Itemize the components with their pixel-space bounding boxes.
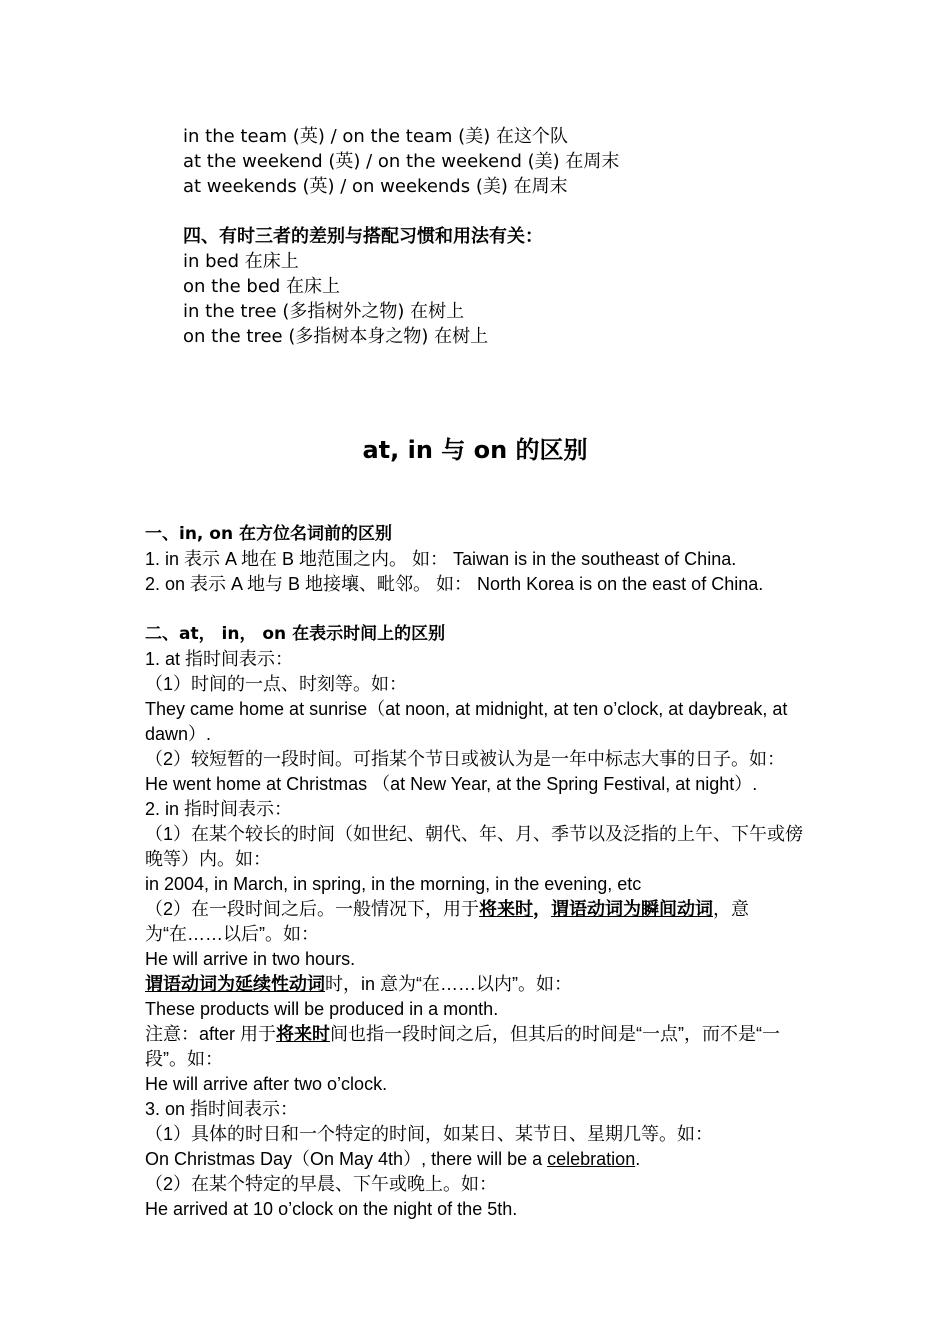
text-line: （1）时间的一点、时刻等。如：: [145, 674, 408, 694]
text-line: at the weekend (英) / on the weekend (美) 在周末: [183, 151, 620, 172]
example-line: He arrived at 10 o’clock on the night of the 5th.: [145, 1199, 518, 1219]
text-segment: 注意：after 用于: [145, 1024, 277, 1044]
top-section: [183, 124, 883, 349]
text-line: in the team (英) / on the team (美) 在这个队: [183, 126, 568, 147]
text-line: on the tree (多指树本身之物) 在树上: [183, 326, 489, 347]
example-line: He will arrive after two o’clock.: [145, 1074, 388, 1094]
text-line: in the tree (多指树外之物) 在树上: [183, 301, 465, 322]
text-line: 3. on 指时间表示：: [145, 1099, 299, 1119]
text-line: （1）在某个较长的时间（如世纪、朝代、年、月、季节以及泛指的上午、下午或傍晚等）内。如：: [145, 824, 804, 869]
section-heading: 一、in, on 在方位名词前的区别: [145, 524, 393, 544]
text-line: at weekends (英) / on weekends (美) 在周末: [183, 176, 568, 197]
text-line: 1. at 指时间表示：: [145, 649, 294, 669]
text-segment: ，意为“在……以后”。如：: [145, 899, 750, 944]
text-line: 1. in 表示 A 地在 B 地范围之内。 如： Taiwan is in the southeast of China.: [145, 549, 737, 569]
text-segment: On Christmas Day（On May 4th）, there will be a: [145, 1149, 548, 1169]
page-title: at, in 与 on 的区别: [362, 436, 588, 464]
example-line: They came home at sunrise（at noon, at midnight, at ten o’clock, at daybreak, at dawn）.: [145, 699, 788, 744]
text-line: 2. on 表示 A 地与 B 地接壤、毗邻。 如： North Korea is on the east of China.: [145, 574, 764, 594]
text-line: on the bed 在床上: [183, 276, 341, 297]
underlined-term: 将来时: [276, 1024, 331, 1044]
example-line: [145, 1147, 815, 1172]
underlined-term: celebration: [547, 1149, 636, 1169]
section-heading: 二、at， in， on 在表示时间上的区别: [145, 624, 446, 644]
main-content: [145, 522, 815, 1222]
text-line: （1）具体的时日和一个特定的时间，如某日、某节日、星期几等。如：: [145, 1124, 714, 1144]
underlined-term: 谓语动词为瞬间动词: [551, 899, 714, 919]
text-segment: （2）在一段时间之后。一般情况下，用于: [145, 899, 480, 919]
example-line: He will arrive in two hours.: [145, 949, 356, 969]
text-line: in bed 在床上: [183, 251, 299, 272]
section-heading: 四、有时三者的差别与搭配习惯和用法有关：: [183, 226, 543, 247]
text-line: [145, 972, 815, 997]
text-line: （2）较短暂的一段时间。可指某个节日或被认为是一年中标志大事的日子。如：: [145, 749, 786, 769]
example-line: in 2004, in March, in spring, in the morning, in the evening, etc: [145, 874, 642, 894]
text-segment: 时，in 意为“在……以内”。如：: [325, 974, 572, 994]
text-segment: ，: [533, 899, 552, 919]
text-line: [145, 897, 815, 947]
text-segment: .: [635, 1149, 641, 1169]
underlined-term: 将来时: [479, 899, 534, 919]
example-line: These products will be produced in a month.: [145, 999, 499, 1019]
example-line: He went home at Christmas （at New Year, at the Spring Festival, at night）.: [145, 774, 758, 794]
text-segment: 间也指一段时间之后，但其后的时间是“一点”，而不是“一段”。如：: [145, 1024, 781, 1069]
text-line: [145, 1022, 815, 1072]
text-line: （2）在某个特定的早晨、下午或晚上。如：: [145, 1174, 498, 1194]
underlined-term: 谓语动词为延续性动词: [145, 974, 325, 994]
text-line: 2. in 指时间表示：: [145, 799, 293, 819]
